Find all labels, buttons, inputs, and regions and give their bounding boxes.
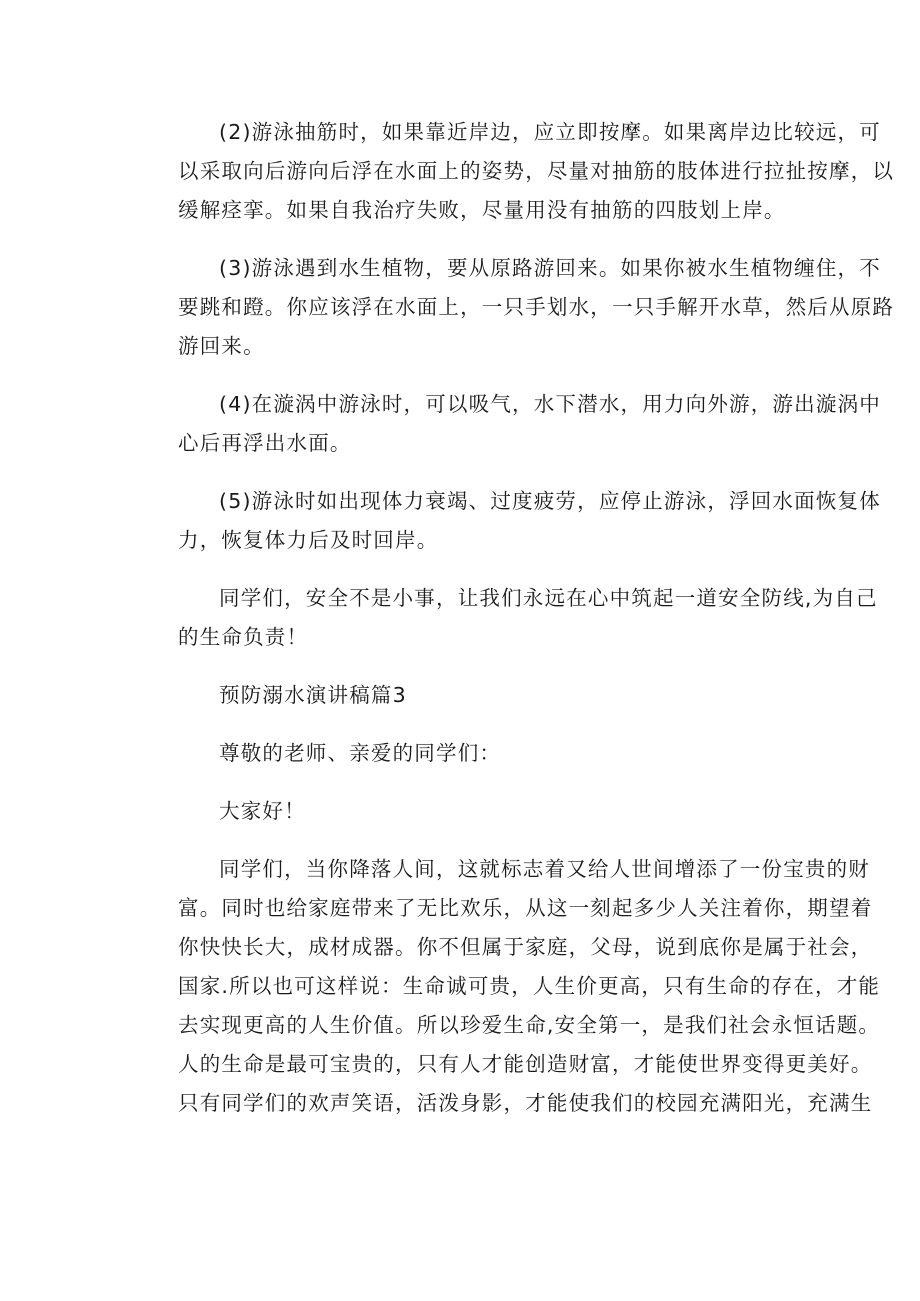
text-line: (5)游泳时如出现体力衰竭、过度疲劳，应停止游泳，浮回水面恢复体	[219, 489, 881, 513]
text-line: 国家.所以也可这样说：生命诚可贵，人生价更高，只有生命的存在，才能	[178, 974, 881, 998]
text-line: 游回来。	[178, 334, 265, 358]
text-line: 尊敬的老师、亲爱的同学们：	[219, 741, 502, 765]
paragraph-speech-body	[137, 850, 881, 1123]
greeting	[137, 792, 797, 831]
text-line: 要跳和蹬。你应该浮在水面上，一只手划水，一只手解开水草，然后从原路	[178, 295, 895, 319]
text-line: 人的生命是最可宝贵的，只有人才能创造财富，才能使世界变得更美好。	[178, 1052, 873, 1076]
text-line: 你快快长大，成材成器。你不但属于家庭，父母，说到底你是属于社会，	[178, 935, 873, 959]
paragraph-exhaustion	[137, 482, 881, 560]
text-line: 心后再浮出水面。	[178, 431, 352, 455]
text-line: 力，恢复体力后及时回岸。	[178, 528, 439, 552]
text-line: 的生命负责！	[178, 625, 309, 649]
text-line: 去实现更高的人生价值。所以珍爱生命,安全第一，是我们社会永恒话题。	[178, 1013, 881, 1037]
text-line: (3)游泳遇到水生植物，要从原路游回来。如果你被水生植物缠住，不	[219, 256, 881, 280]
text-line: 富。同时也给家庭带来了无比欢乐，从这一刻起多少人关注着你，期望着	[178, 896, 873, 920]
text-line: 大家好！	[219, 799, 306, 823]
salutation	[137, 734, 797, 773]
text-line: 同学们，安全不是小事，让我们永远在心中筑起一道安全防线,为自己	[219, 586, 878, 610]
paragraph-cramp	[137, 113, 895, 230]
section-title: 预防溺水演讲稿篇3	[219, 683, 407, 707]
paragraph-conclusion	[137, 579, 878, 657]
text-line: 只有同学们的欢声笑语，活泼身影，才能使我们的校园充满阳光，充满生	[178, 1091, 873, 1115]
text-line: (4)在漩涡中游泳时，可以吸气，水下潜水，用力向外游，游出漩涡中	[219, 392, 881, 416]
text-line: 以采取向后游向后浮在水面上的姿势，尽量对抽筋的肢体进行拉扯按摩，以	[178, 159, 895, 183]
text-line: (2)游泳抽筋时，如果靠近岸边，应立即按摩。如果离岸边比较远，可	[219, 120, 881, 144]
paragraph-whirlpool	[137, 385, 881, 463]
paragraph-water-plants	[137, 249, 895, 366]
section-heading	[137, 676, 797, 715]
document-body	[137, 113, 895, 1142]
text-line: 同学们，当你降落人间，这就标志着又给人世间增添了一份宝贵的财	[219, 857, 870, 881]
text-line: 缓解痉挛。如果自我治疗失败，尽量用没有抽筋的四肢划上岸。	[178, 198, 786, 222]
